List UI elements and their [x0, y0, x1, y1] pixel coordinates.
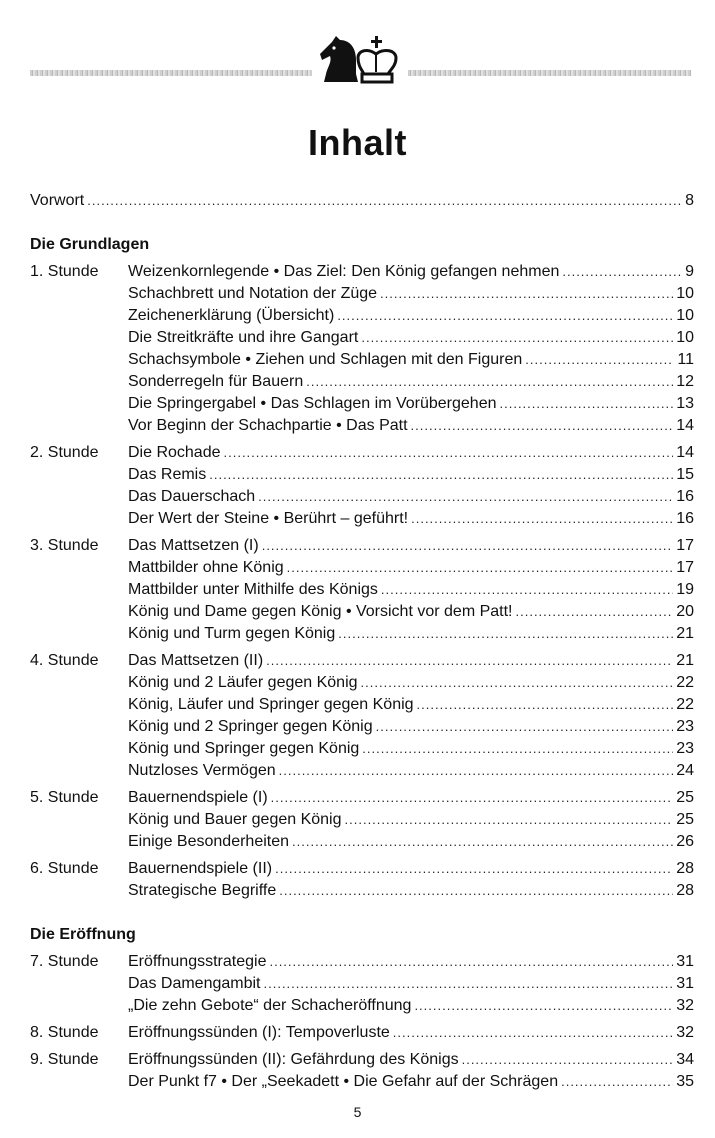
- toc-entry: [30, 442, 694, 464]
- toc-entry: [30, 327, 694, 349]
- leader-dots: [262, 535, 674, 557]
- page-number: 5: [353, 1104, 362, 1120]
- toc-entry: [30, 738, 694, 760]
- leader-dots: [362, 738, 673, 760]
- toc-entry-title: Weizenkornlegende • Das Ziel: Den König gefangen nehmen: [128, 263, 560, 280]
- toc-entry: [30, 951, 694, 973]
- toc-entry-title: Das Damengambit: [128, 975, 261, 992]
- toc-entry-page: 12: [676, 373, 694, 390]
- toc-entry-page: 26: [676, 833, 694, 850]
- toc-entry: [30, 760, 694, 782]
- toc-entry-title: Die Springergabel • Das Schlagen im Vorübergehen: [128, 395, 497, 412]
- leader-dots: [224, 442, 674, 464]
- toc-entry: [30, 623, 694, 645]
- leader-dots: [561, 1071, 673, 1093]
- toc-entry-page: 17: [676, 537, 694, 554]
- toc-entry-page: 32: [676, 1024, 694, 1041]
- toc-entry-page: 28: [676, 860, 694, 877]
- toc-entry: [30, 283, 694, 305]
- toc-entry-title: „Die zehn Gebote“ der Schacheröffnung: [128, 997, 412, 1014]
- lesson-label: 8. Stunde: [30, 1024, 99, 1041]
- leader-dots: [275, 858, 673, 880]
- toc-entry: [30, 557, 694, 579]
- leader-dots: [87, 190, 682, 212]
- toc-entry: [30, 672, 694, 694]
- leader-dots: [525, 349, 674, 371]
- toc-entry: [30, 716, 694, 738]
- toc-entry: [30, 973, 694, 995]
- toc-entry-title: König und Dame gegen König • Vorsicht vor dem Patt!: [128, 603, 513, 620]
- toc-entry-page: 23: [676, 740, 694, 757]
- lesson-block: [30, 951, 694, 1017]
- leader-dots: [380, 283, 673, 305]
- leader-dots: [264, 973, 674, 995]
- toc-entry-page: 35: [676, 1073, 694, 1090]
- toc-entry-title: König und Bauer gegen König: [128, 811, 342, 828]
- toc-entry-title: Strategische Begriffe: [128, 882, 277, 899]
- toc-parts: [30, 234, 694, 1093]
- toc-entry-title: Der Punkt f7 • Der „Seekadett • Die Gefahr auf der Schrägen: [128, 1073, 559, 1090]
- leader-dots: [411, 508, 673, 530]
- lesson-block: [30, 1022, 694, 1044]
- lesson-block: [30, 1049, 694, 1093]
- leader-dots: [393, 1022, 673, 1044]
- leader-dots: [376, 716, 674, 738]
- leader-dots: [337, 305, 673, 327]
- toc-entry-page: 11: [677, 351, 694, 368]
- leader-dots: [209, 464, 673, 486]
- lesson-label: 3. Stunde: [30, 537, 99, 554]
- toc-entry: [30, 694, 694, 716]
- lesson-label: 7. Stunde: [30, 953, 99, 970]
- toc-entry: [30, 508, 694, 530]
- toc-entry-title: Der Wert der Steine • Berührt – geführt!: [128, 510, 409, 527]
- toc-entry-title: Schachbrett und Notation der Züge: [128, 285, 378, 302]
- toc-entry-page: 31: [676, 975, 694, 992]
- leader-dots: [279, 880, 673, 902]
- toc-entry: [30, 486, 694, 508]
- toc-entry-page: 13: [676, 395, 694, 412]
- toc-entry: [30, 349, 694, 371]
- leader-dots: [306, 371, 673, 393]
- leader-dots: [338, 623, 673, 645]
- table-of-contents: [30, 190, 694, 1093]
- toc-entry-title: Schachsymbole • Ziehen und Schlagen mit den Figuren: [128, 351, 523, 368]
- header-rule-left: [30, 70, 312, 76]
- toc-entry-page: 32: [676, 997, 694, 1014]
- leader-dots: [345, 809, 674, 831]
- toc-entry: [30, 650, 694, 672]
- chess-knight-king-emblem-icon: [318, 30, 400, 86]
- leader-dots: [417, 694, 674, 716]
- toc-entry: [30, 261, 694, 283]
- toc-entry-title: Zeichenerklärung (Übersicht): [128, 307, 335, 324]
- toc-entry-title: Das Mattsetzen (II): [128, 652, 264, 669]
- toc-entry-page: 16: [676, 510, 694, 527]
- toc-entry-title: Eröffnungssünden (I): Tempoverluste: [128, 1024, 390, 1041]
- toc-entry-page: 16: [676, 488, 694, 505]
- toc-entry-title: Bauernendspiele (I): [128, 789, 268, 806]
- toc-entry-preface: [30, 190, 694, 212]
- toc-entry-page: 22: [676, 674, 694, 691]
- leader-dots: [411, 415, 674, 437]
- leader-dots: [279, 760, 674, 782]
- leader-dots: [258, 486, 673, 508]
- toc-entry-title: König und 2 Springer gegen König: [128, 718, 373, 735]
- leader-dots: [414, 995, 673, 1017]
- toc-entry-title: Eröffnungssünden (II): Gefährdung des Königs: [128, 1051, 459, 1068]
- toc-entry-title: Vor Beginn der Schachpartie • Das Patt: [128, 417, 408, 434]
- toc-entry-page: 19: [676, 581, 694, 598]
- toc-entry: [30, 787, 694, 809]
- lesson-block: [30, 858, 694, 902]
- lesson-label: 9. Stunde: [30, 1051, 99, 1068]
- toc-entry-title: Einige Besonderheiten: [128, 833, 290, 850]
- leader-dots: [516, 601, 674, 623]
- leader-dots: [266, 650, 673, 672]
- toc-entry-page: 24: [676, 762, 694, 779]
- leader-dots: [271, 787, 674, 809]
- toc-entry-page: 21: [676, 652, 694, 669]
- leader-dots: [462, 1049, 674, 1071]
- toc-entry-title: König und Turm gegen König: [128, 625, 336, 642]
- leader-dots: [381, 579, 673, 601]
- leader-dots: [287, 557, 674, 579]
- toc-entry-title: Bauernendspiele (II): [128, 860, 273, 877]
- toc-entry-page: 14: [676, 444, 694, 461]
- leader-dots: [292, 831, 673, 853]
- toc-entry: [30, 995, 694, 1017]
- toc-entry: [30, 831, 694, 853]
- leader-dots: [562, 261, 682, 283]
- leader-dots: [500, 393, 674, 415]
- toc-entry-title: Das Remis: [128, 466, 207, 483]
- toc-entry-title: Das Dauerschach: [128, 488, 256, 505]
- toc-entry: [30, 535, 694, 557]
- toc-entry: [30, 858, 694, 880]
- toc-entry: [30, 393, 694, 415]
- toc-entry: [30, 1049, 694, 1071]
- toc-entry: [30, 464, 694, 486]
- leader-dots: [361, 672, 674, 694]
- toc-entry-page: 10: [676, 285, 694, 302]
- leader-dots: [361, 327, 673, 349]
- lesson-label: 4. Stunde: [30, 652, 99, 669]
- toc-entry-page: 34: [676, 1051, 694, 1068]
- toc-entry-page: 17: [676, 559, 694, 576]
- toc-entry-page: 10: [676, 329, 694, 346]
- toc-entry-page: 31: [676, 953, 694, 970]
- toc-entry-title: Sonderregeln für Bauern: [128, 373, 304, 390]
- lesson-block: [30, 787, 694, 853]
- toc-entry: [30, 415, 694, 437]
- toc-entry: [30, 880, 694, 902]
- toc-entry-title: Nutzloses Vermögen: [128, 762, 276, 779]
- toc-entry-title: König und 2 Läufer gegen König: [128, 674, 358, 691]
- part-heading: Die Grundlagen: [30, 236, 150, 253]
- toc-entry: [30, 601, 694, 623]
- lesson-block: [30, 650, 694, 782]
- toc-entry-page: 28: [676, 882, 694, 899]
- toc-entry-title: Mattbilder ohne König: [128, 559, 284, 576]
- toc-entry-title: König und Springer gegen König: [128, 740, 360, 757]
- toc-entry: [30, 371, 694, 393]
- lesson-label: 1. Stunde: [30, 263, 99, 280]
- toc-entry-page: 22: [676, 696, 694, 713]
- toc-entry-title: Das Mattsetzen (I): [128, 537, 259, 554]
- lesson-block: [30, 261, 694, 437]
- lesson-block: [30, 535, 694, 645]
- part-heading: Die Eröffnung: [30, 926, 136, 943]
- toc-entry-title: König, Läufer und Springer gegen König: [128, 696, 414, 713]
- toc-entry: [30, 809, 694, 831]
- toc-entry-page: 21: [676, 625, 694, 642]
- lesson-label: 6. Stunde: [30, 860, 99, 877]
- toc-entry-title: Die Streitkräfte und ihre Gangart: [128, 329, 359, 346]
- toc-entry-page: 25: [676, 789, 694, 806]
- toc-entry: [30, 305, 694, 327]
- lesson-label: 5. Stunde: [30, 789, 99, 806]
- toc-entry-page: 25: [676, 811, 694, 828]
- toc-entry-page: 23: [676, 718, 694, 735]
- toc-entry: [30, 1071, 694, 1093]
- toc-entry-title: Eröffnungsstrategie: [128, 953, 267, 970]
- toc-entry-page: 10: [676, 307, 694, 324]
- leader-dots: [269, 951, 673, 973]
- toc-entry-page: 20: [676, 603, 694, 620]
- page-title: Inhalt: [308, 122, 407, 163]
- toc-entry-page: 15: [676, 466, 694, 483]
- toc-entry: [30, 1022, 694, 1044]
- lesson-label: 2. Stunde: [30, 444, 99, 461]
- toc-entry-title: Mattbilder unter Mithilfe des Königs: [128, 581, 378, 598]
- toc-entry: [30, 579, 694, 601]
- toc-entry-title: Vorwort: [30, 192, 85, 209]
- header-rule-right: [408, 70, 691, 76]
- toc-entry-page: 8: [685, 192, 694, 209]
- toc-entry-page: 9: [685, 263, 694, 280]
- toc-entry-page: 14: [676, 417, 694, 434]
- toc-entry-title: Die Rochade: [128, 444, 221, 461]
- lesson-block: [30, 442, 694, 530]
